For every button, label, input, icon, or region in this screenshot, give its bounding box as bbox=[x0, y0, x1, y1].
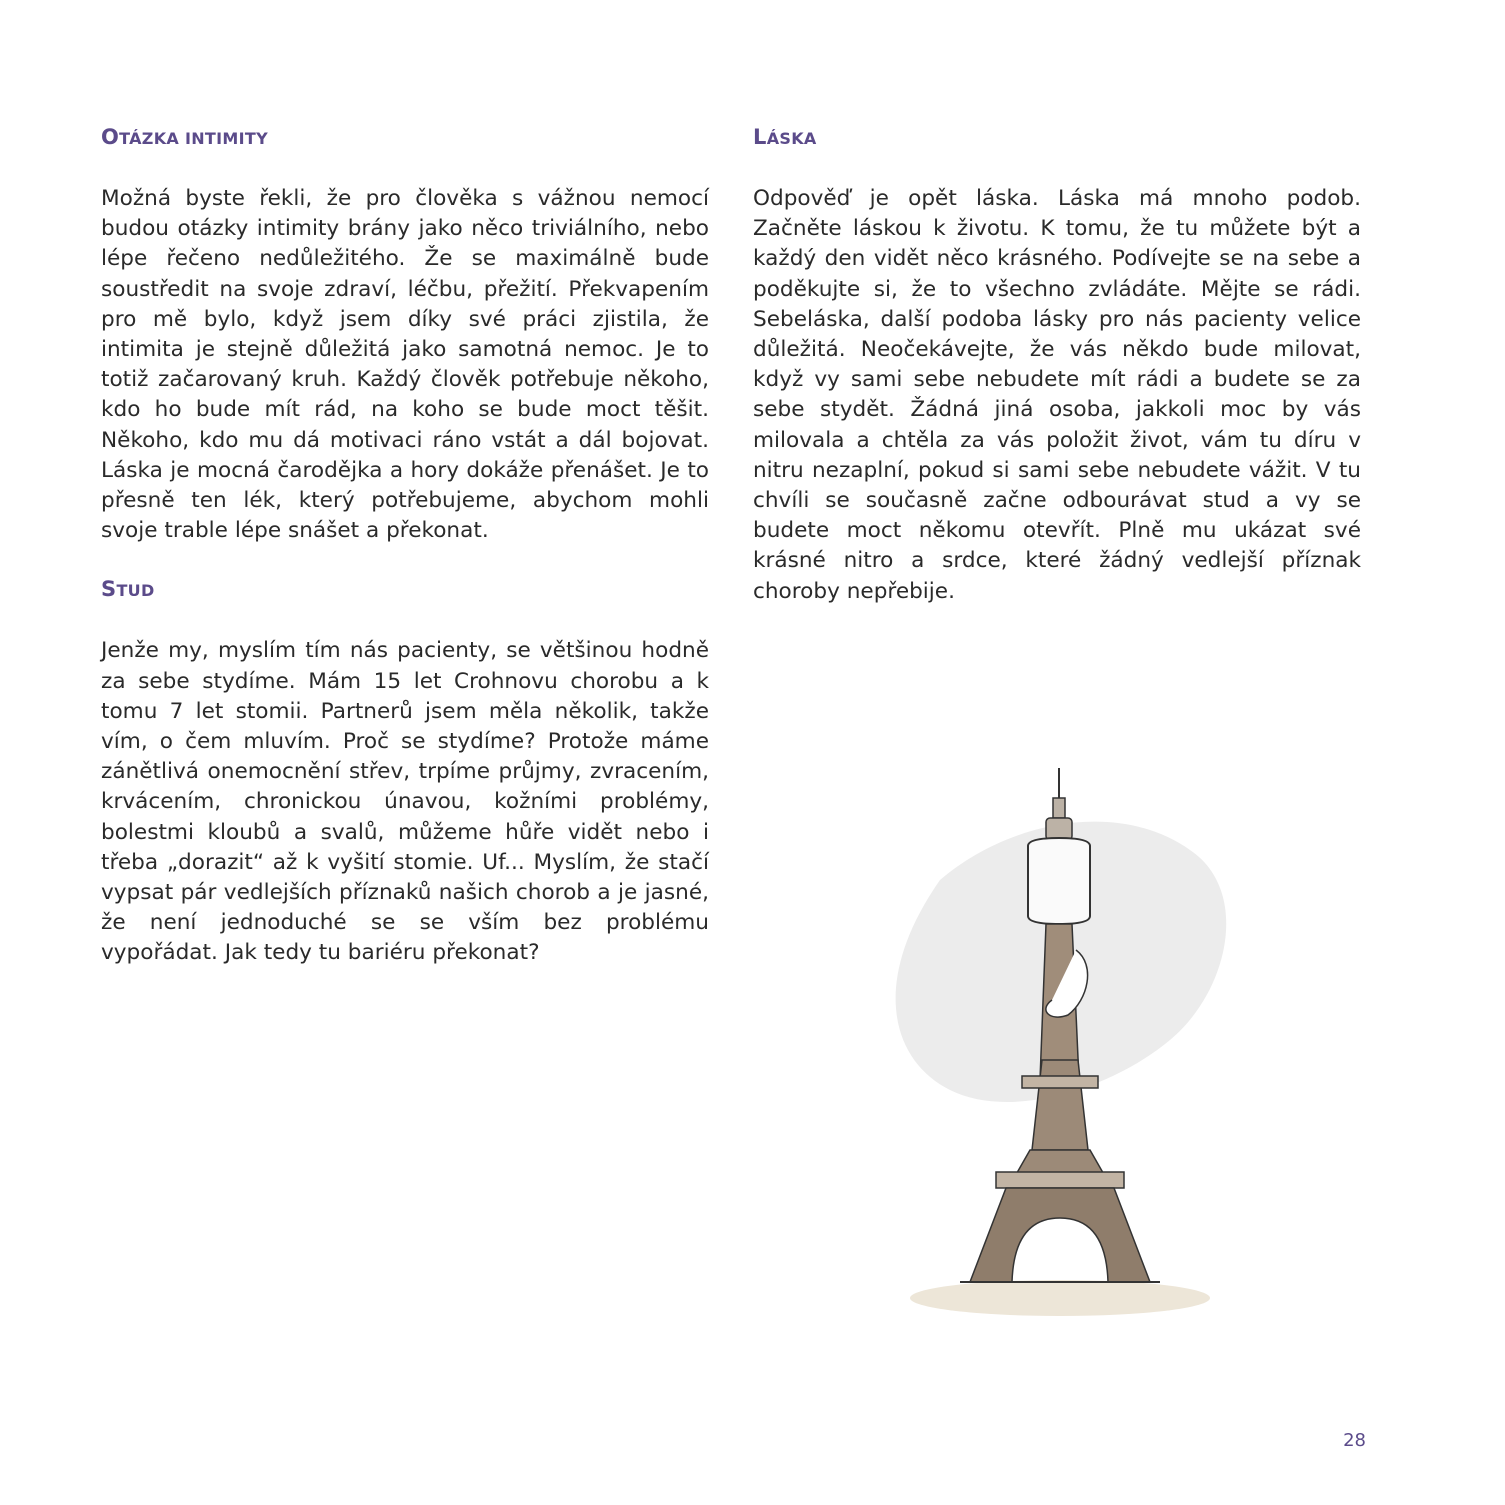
heading-love: LÁSKA bbox=[753, 125, 817, 149]
heading-intimacy: OTÁZKA INTIMITY bbox=[101, 125, 268, 149]
paragraph-love: Odpověď je opět láska. Láska má mnoho podob. Začněte láskou k životu. K tomu, že tu můžete být a každý den vidět něco krásného. Podívejte se na sebe a poděkujte si, že to všechno zvládáte. Mějte se rádi. Sebeláska, další podoba lásky pro nás pacienty velice důležitá. Neočekávejte, že vás někdo bude milovat, když vy sami sebe nebudete mít rádi a budete se za sebe stydět. Žádná jiná osoba, jakkoli moc by vás milovala a chtěla za vás položit život, vám tu díru v nitru nezaplní, pokud si sami sebe nebudete vážit. V tu chvíli se současně začne odbourávat stud a vy se budete moct někomu otevřít. Plně mu ukázat své krásné nitro a srdce, které žádný vedlejší příznak choroby nepřebije. bbox=[753, 186, 1361, 604]
page-number: 28 bbox=[1343, 1430, 1366, 1451]
left-column bbox=[101, 120, 709, 969]
paragraph-intimacy: Možná byste řekli, že pro člověka s vážnou nemocí budou otázky intimity brány jako něco triviálního, nebo lépe řečeno nedůležitého. Že se maximálně bude soustředit na svoje zdraví, léčbu, přežití. Překvapením pro mě bylo, když jsem díky své práci zjistila, že intimita je stejně důležitá jako samotná nemoc. Je to totiž začarovaný kruh. Každý člověk potřebuje někoho, kdo ho bude mít rád, na koho se bude moct těšit. Někoho, kdo mu dá motivaci ráno vstát a dál bojovat. Láska je mocná čarodějka a hory dokáže přenášet. Je to přesně ten lék, který potřebujeme, abychom mohli svoje trable lépe snášet a překonat. bbox=[101, 186, 709, 544]
eiffel-tower-with-candle-icon bbox=[860, 760, 1260, 1320]
right-column bbox=[753, 120, 1361, 607]
paragraph-shame: Jenže my, myslím tím nás pacienty, se většinou hodně za sebe stydíme. Mám 15 let Crohnovu chorobu a k tomu 7 let stomii. Partnerů jsem měla několik, takže vím, o čem mluvím. Proč se stydíme? Protože máme zánětlivá onemocnění střev, trpíme průjmy, zvracením, krvácením, chronickou únavou, kožními problémy, bolestmi kloubů a svalů, můžeme hůře vidět nebo i třeba „dorazit“ až k vyšití stomie. Uf... Myslím, že stačí vypsat pár vedlejších příznaků našich chorob a je jasné, že není jednoduché se se vším bez problému vypořádat. Jak tedy tu bariéru překonat? bbox=[101, 638, 709, 966]
heading-shame: STUD bbox=[101, 577, 155, 602]
